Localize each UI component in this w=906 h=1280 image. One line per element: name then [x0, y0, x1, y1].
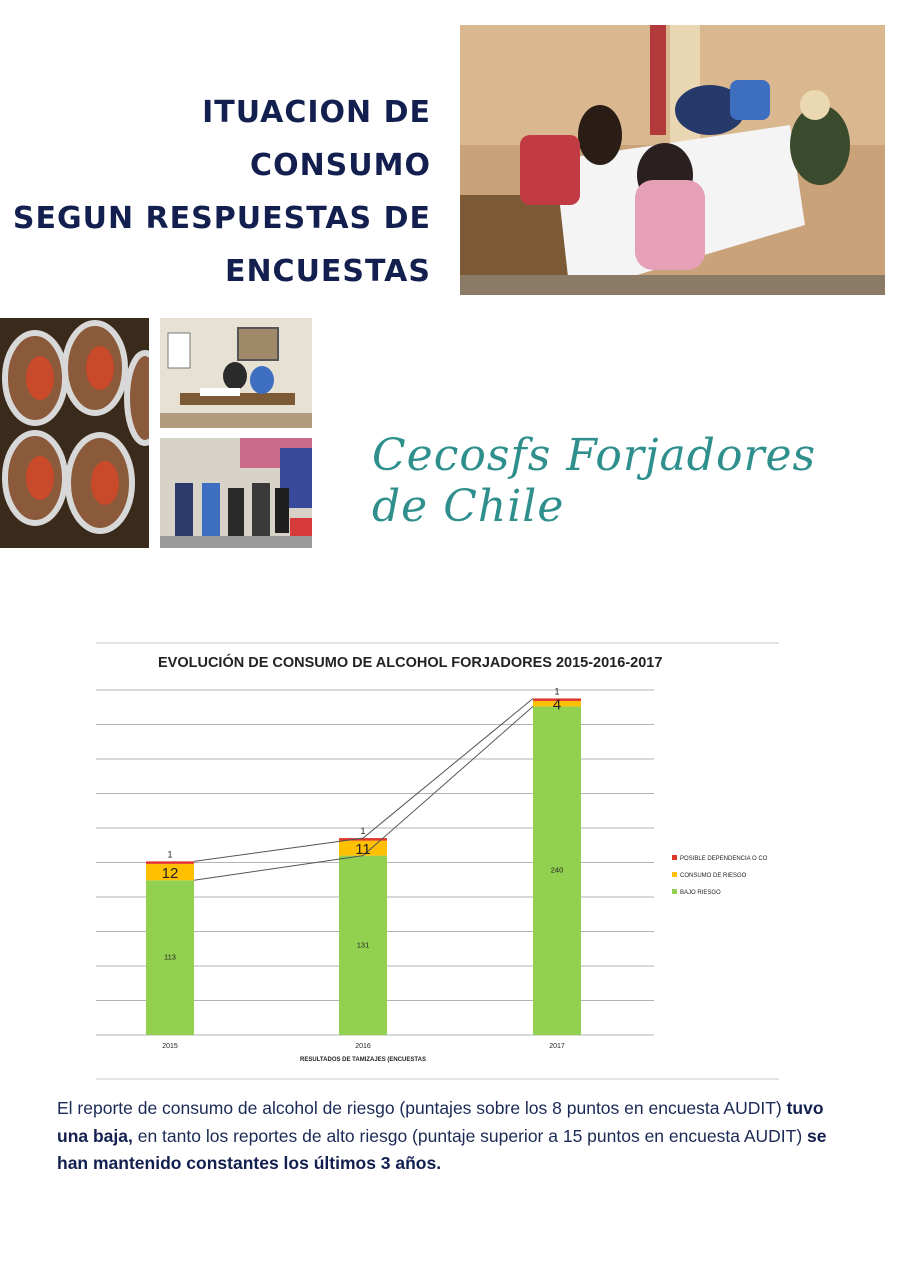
page-heading — [11, 86, 431, 298]
heading-line-1: ITUACION DE CONSUMO — [202, 95, 431, 183]
summary-paragraph — [57, 1095, 857, 1178]
heading-line-3: ENCUESTAS — [224, 254, 431, 289]
group-photo — [160, 438, 312, 548]
brand-title: Cecosfs Forjadores de Chile — [372, 430, 817, 532]
data-label-consumo-riesgo: 12 — [161, 865, 179, 883]
x-tick-label: 2015 — [162, 1043, 178, 1050]
legend-swatch — [672, 872, 677, 877]
paragraph-bold-2: se han mantenido constantes los últimos 3 años. — [57, 1125, 827, 1173]
desk-photo — [160, 318, 312, 428]
paragraph-text-2: en tanto los reportes de alto riesgo (puntaje superior a 15 puntos en encuesta AUDIT) — [132, 1125, 808, 1146]
data-label-posible-dependencia: 1 — [360, 826, 366, 837]
chart-x-axis-label: RESULTADOS DE TAMIZAJES (ENCUESTAS — [300, 1057, 426, 1063]
chart-title: EVOLUCIÓN DE CONSUMO DE ALCOHOL FORJADORES 2015-2016-2017 — [158, 655, 663, 671]
data-label-consumo-riesgo: 11 — [355, 841, 371, 859]
paragraph-bold-1: tuvo una baja, — [57, 1098, 824, 1146]
data-label-posible-dependencia: 1 — [167, 849, 173, 860]
x-tick-label: 2017 — [549, 1043, 565, 1050]
data-label-consumo-riesgo: 4 — [552, 696, 562, 714]
chart-svg — [96, 642, 779, 1080]
data-label-posible-dependencia: 1 — [554, 686, 560, 697]
x-tick-label: 2016 — [355, 1043, 371, 1050]
legend-label: CONSUMO DE RIESGO — [680, 873, 747, 879]
legend-swatch — [672, 855, 677, 860]
legend-label: POSIBLE DEPENDENCIA O CO — [680, 856, 768, 862]
connector-line-total — [194, 698, 533, 861]
legend-swatch — [672, 889, 677, 894]
heading-line-2: SEGUN RESPUESTAS DE — [12, 201, 431, 236]
survey-table-photo — [460, 25, 885, 295]
legend-label: BAJO RIESGO — [680, 890, 721, 896]
data-label-bajo-riesgo: 240 — [550, 865, 564, 875]
bar-posible-dependencia-o-co-2015 — [146, 861, 194, 864]
paragraph-text-1: El reporte de consumo de alcohol de riesgo (puntajes sobre los 8 puntos en encuesta AUDIT) — [57, 1098, 787, 1118]
data-label-bajo-riesgo: 113 — [164, 952, 176, 962]
alcohol-chart — [96, 642, 779, 1080]
barrels-photo — [0, 318, 149, 548]
data-label-bajo-riesgo: 131 — [356, 940, 370, 950]
